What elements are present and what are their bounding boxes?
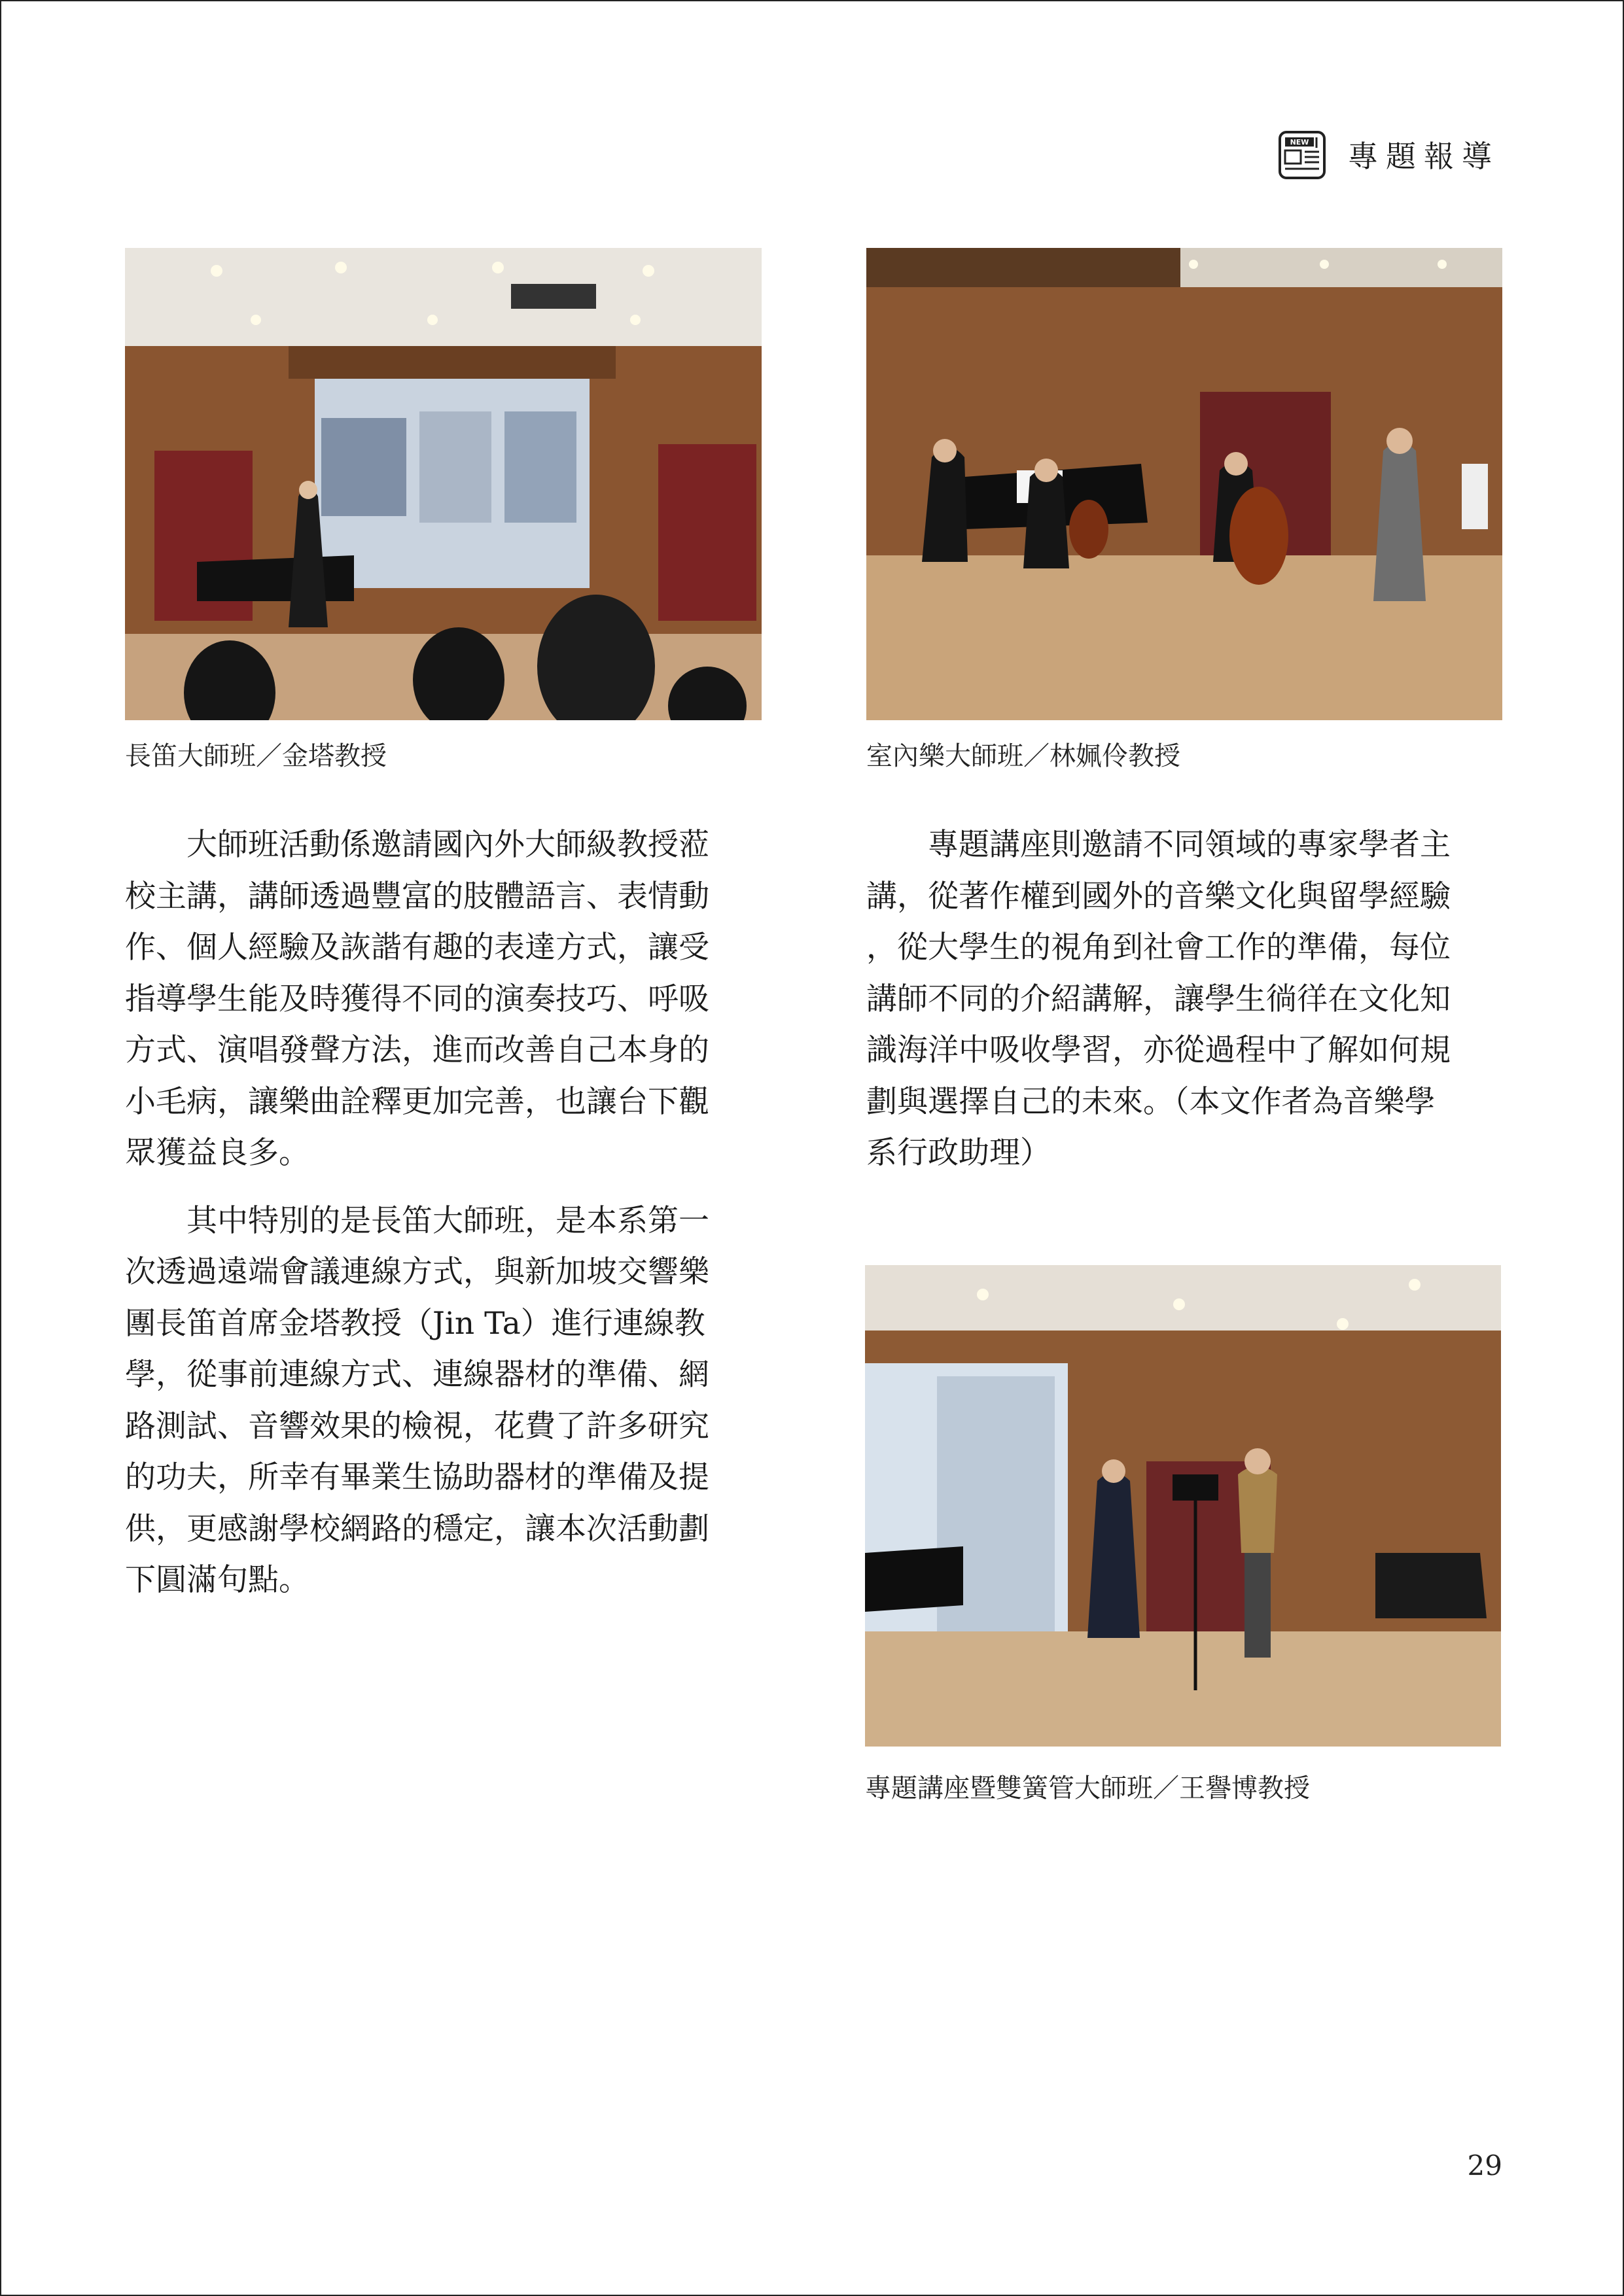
chamber-music-masterclass-caption: 室內樂大師班／林姵伶教授: [866, 741, 1180, 771]
flute-masterclass-photo: [125, 248, 762, 720]
text-line: 次透過遠端會議連線方式，與新加坡交響樂: [125, 1254, 709, 1290]
text-line: 指導學生能及時獲得不同的演奏技巧、呼吸: [125, 981, 709, 1017]
oboe-masterclass-photo: [865, 1265, 1501, 1747]
text-line: 團長笛首席金塔教授（Jin Ta）進行連線教: [125, 1305, 705, 1342]
left-paragraph-1: [125, 820, 766, 1179]
text-line: 方式、演唱發聲方法，進而改善自己本身的: [125, 1032, 709, 1068]
text-line: 講師不同的介紹講解，讓學生徜徉在文化知: [866, 981, 1451, 1017]
text-line: 眾獲益良多。: [125, 1135, 309, 1171]
text-line: 學，從事前連線方式、連線器材的準備、網: [125, 1357, 709, 1393]
newspaper-icon-label: NEW: [1290, 138, 1309, 147]
text-line: 校主講，講師透過豐富的肢體語言、表情動: [125, 878, 709, 914]
left-column-text: [125, 820, 766, 1607]
text-line: 的功夫，所幸有畢業生協助器材的準備及提: [125, 1459, 709, 1495]
section-title: 專題報導: [1348, 139, 1500, 174]
newspaper-icon: [1276, 128, 1328, 181]
paragraph-spacer: [125, 1179, 766, 1196]
text-line: 供，更感謝學校網路的穩定，讓本次活動劃: [125, 1510, 709, 1547]
text-line: 路測試、音響效果的檢視，花費了許多研究: [125, 1408, 709, 1444]
left-paragraph-2: [125, 1196, 766, 1607]
text-line: 作、個人經驗及詼諧有趣的表達方式，讓受: [125, 930, 709, 965]
text-line: 其中特別的是長笛大師班，是本系第一: [125, 1202, 709, 1239]
text-line: 講，從著作權到國外的音樂文化與留學經驗: [866, 878, 1451, 914]
page-header: [1276, 128, 1500, 181]
text-line: 劃與選擇自己的未來。（本文作者為音樂學: [866, 1083, 1436, 1120]
chamber-music-masterclass-photo: [866, 248, 1502, 720]
text-line: 識海洋中吸收學習，亦從過程中了解如何規: [866, 1032, 1451, 1068]
text-line: 大師班活動係邀請國內外大師級教授蒞: [125, 827, 709, 863]
text-line: 小毛病，讓樂曲詮釋更加完善，也讓台下觀: [125, 1083, 709, 1120]
page-number: 29: [1467, 2149, 1502, 2182]
text-line: 下圓滿句點。: [125, 1562, 309, 1598]
flute-masterclass-caption: 長笛大師班／金塔教授: [125, 741, 387, 771]
text-line: 專題講座則邀請不同領域的專家學者主: [866, 827, 1451, 863]
text-line: ，從大學生的視角到社會工作的準備，每位: [866, 930, 1451, 965]
oboe-masterclass-caption: 專題講座暨雙簧管大師班／王譽博教授: [865, 1773, 1310, 1803]
right-column-text: [866, 820, 1508, 1179]
text-line: 系行政助理）: [866, 1135, 1051, 1171]
